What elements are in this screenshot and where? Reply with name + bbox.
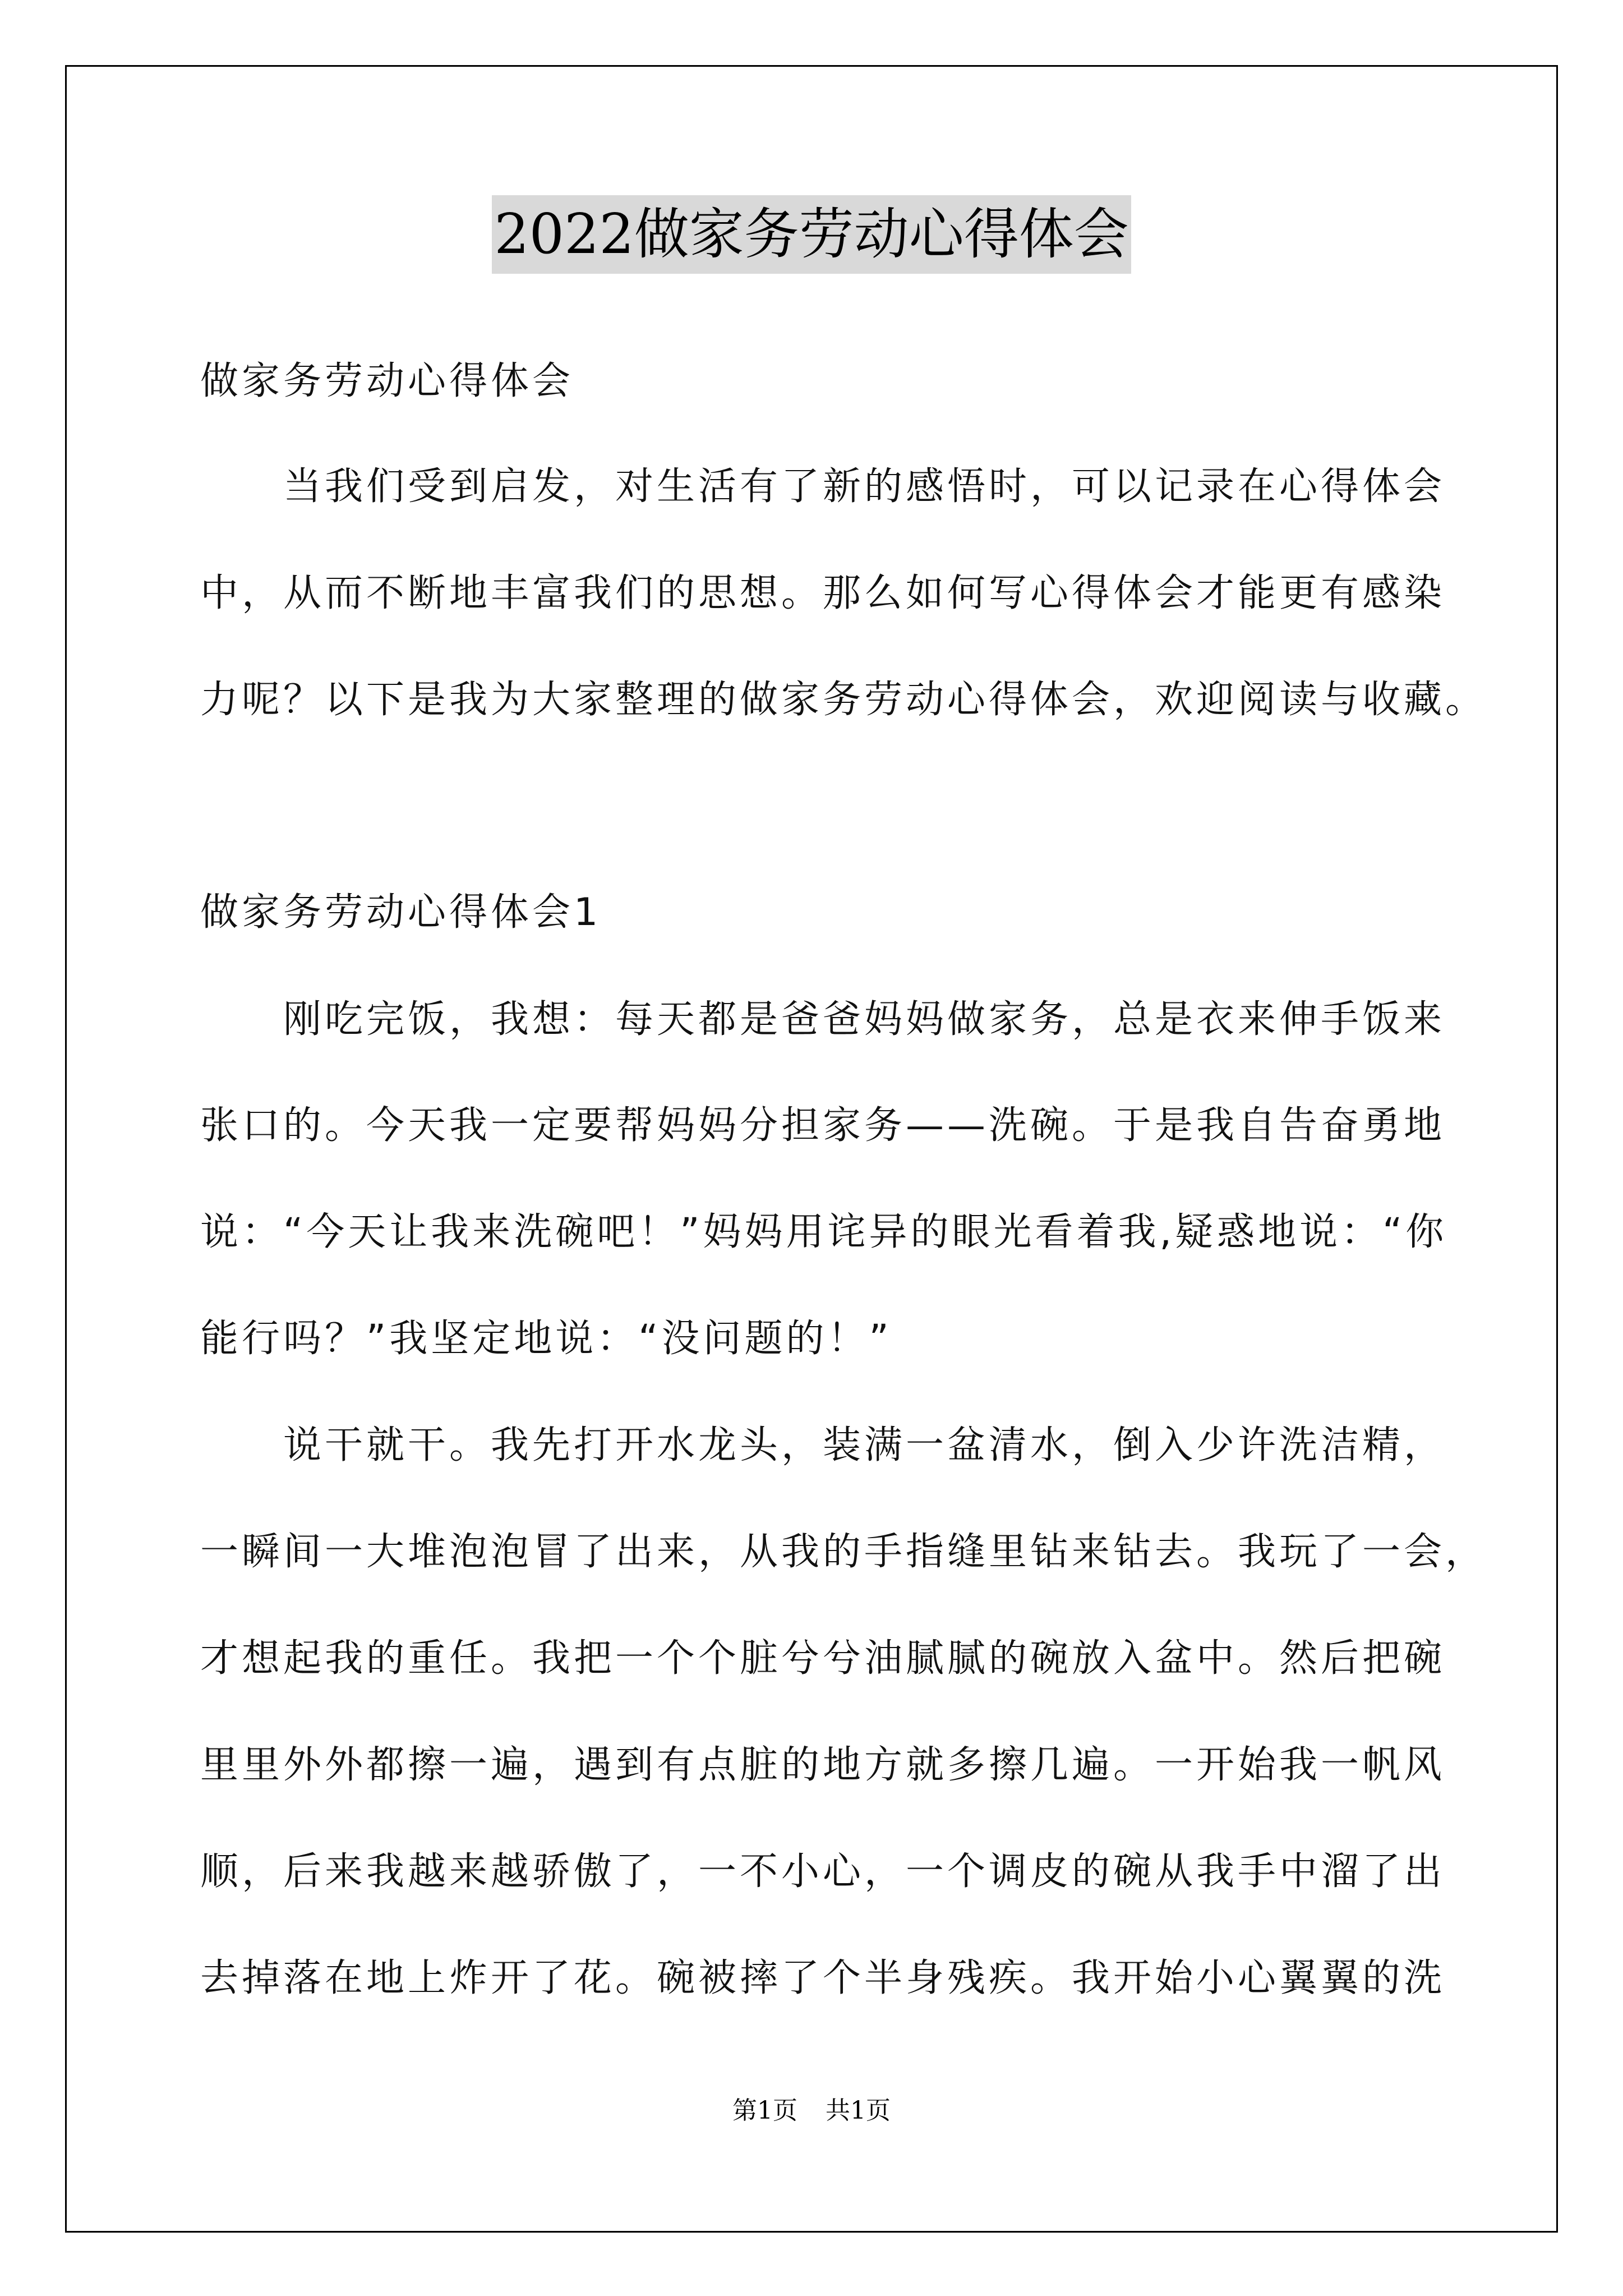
section-heading: 做家务劳动心得体会1: [200, 890, 602, 935]
paragraph-line: 一瞬间一大堆泡泡冒了出来，从我的手指缝里钻来钻去。我玩了一会，: [200, 1530, 1487, 1574]
paragraph-line: 力呢？以下是我为大家整理的做家务劳动心得体会，欢迎阅读与收藏。: [200, 678, 1487, 722]
paragraph-line: 顺，后来我越来越骄傲了，一不小心，一个调皮的碗从我手中溜了出: [200, 1849, 1446, 1894]
paragraph-line: 当我们受到启发，对生活有了新的感悟时，可以记录在心得体会: [200, 464, 1446, 509]
paragraph-line: 去掉落在地上炸开了花。碗被摔了个半身残疾。我开始小心翼翼的洗: [200, 1956, 1446, 2000]
paragraph-line: 才想起我的重任。我把一个个脏兮兮油腻腻的碗放入盆中。然后把碗: [200, 1636, 1446, 1681]
title-container: [0, 195, 1623, 274]
page-number-current: 第1页: [732, 2096, 797, 2125]
document-title: 2022做家务劳动心得体会: [492, 195, 1131, 274]
paragraph-line: 中，从而不断地丰富我们的思想。那么如何写心得体会才能更有感染: [200, 571, 1446, 615]
page-footer: [0, 2090, 1623, 2126]
paragraph-line: 张口的。今天我一定要帮妈妈分担家务——洗碗。于是我自告奋勇地: [200, 1103, 1446, 1148]
page-number-total: 共1页: [826, 2096, 891, 2125]
paragraph-line: 刚吃完饭，我想：每天都是爸爸妈妈做家务，总是衣来伸手饭来: [200, 997, 1446, 1042]
paragraph-line: 说：“今天让我来洗碗吧！”妈妈用诧异的眼光看着我,疑惑地说：“你: [200, 1210, 1447, 1254]
document-subtitle: 做家务劳动心得体会: [200, 359, 574, 403]
paragraph-line: 里里外外都擦一遍，遇到有点脏的地方就多擦几遍。一开始我一帆风: [200, 1743, 1446, 1787]
paragraph-line: 说干就干。我先打开水龙头，装满一盆清水，倒入少许洗洁精，: [200, 1423, 1446, 1467]
paragraph-line: 能行吗？”我坚定地说：“没问题的！”: [200, 1317, 892, 1361]
